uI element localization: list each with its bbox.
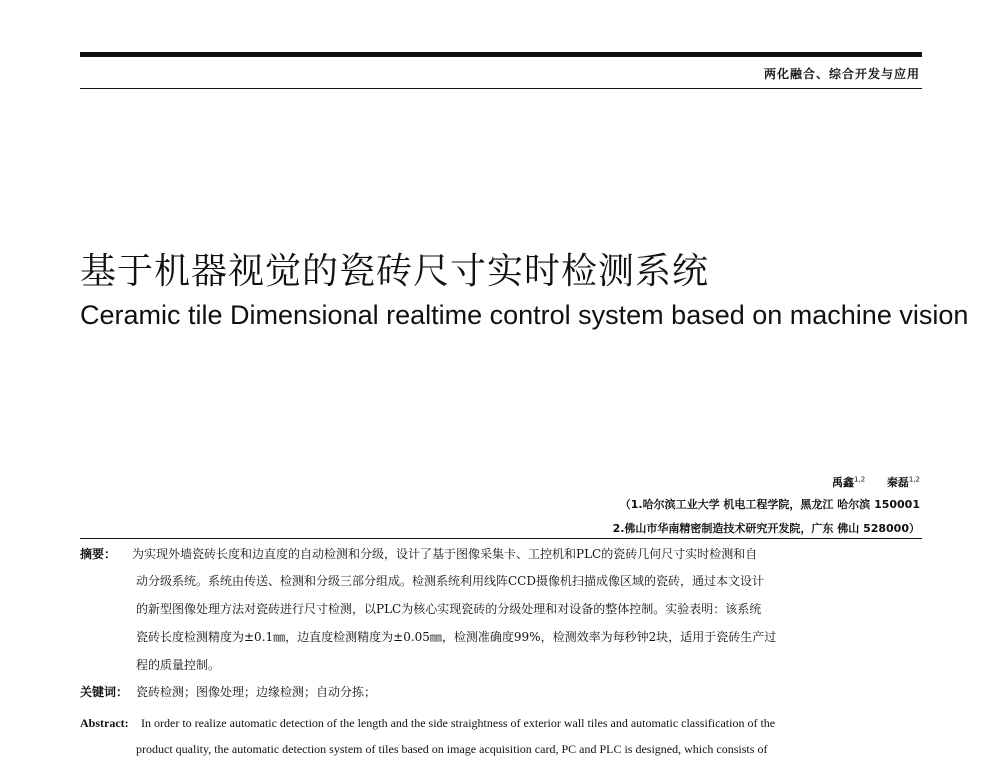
section-tag: 两化融合、综合开发与应用	[763, 67, 920, 81]
abstract-zh-line: 瓷砖长度检测精度为±0.1㎜，边直度检测精度为±0.05㎜，检测准确度99%，检测效率为每秒钟2块，适用于瓷砖生产过	[136, 630, 777, 644]
author-affiliation-mark: 1,2	[908, 475, 920, 484]
abstract-en-line: In order to realize automatic detection of the length and the side straightness of exterior wall tiles and automatic classification of the	[141, 716, 776, 730]
abstract-en-line: product quality, the automatic detection system of tiles based on image acquisition card, PC and PLC is designed, which consists of	[136, 742, 768, 756]
affiliation-1: （1.哈尔滨工业大学 机电工程学院，黑龙江 哈尔滨 150001	[619, 498, 920, 511]
affiliation-rule	[80, 538, 922, 539]
author-list	[832, 474, 920, 490]
abstract-zh-line: 的新型图像处理方法对瓷砖进行尺寸检测，以PLC为核心实现瓷砖的分级处理和对设备的整体控制。实验表明：该系统	[136, 602, 762, 616]
abstract-zh-line: 程的质量控制。	[136, 658, 221, 672]
title-chinese: 基于机器视觉的瓷砖尺寸实时检测系统	[80, 251, 710, 292]
abstract-en-label: Abstract:	[80, 716, 129, 730]
header-rule-thin	[80, 88, 922, 89]
abstract-zh-line: 为实现外墙瓷砖长度和边直度的自动检测和分级，设计了基于图像采集卡、工控机和PLC的瓷砖几何尺寸实时检测和自	[132, 547, 758, 561]
keywords-label: 关键词：	[80, 685, 129, 699]
header-rule-thick	[80, 52, 922, 57]
author-affiliation-mark: 1,2	[854, 475, 866, 484]
keywords-text: 瓷砖检测；图像处理；边缘检测；自动分拣；	[136, 685, 377, 699]
title-english: Ceramic tile Dimensional realtime control system based on machine vision	[80, 300, 969, 330]
author-name: 秦磊	[886, 476, 909, 489]
author-name: 禹鑫	[832, 476, 855, 489]
abstract-zh-line: 动分级系统。系统由传送、检测和分级三部分组成。检测系统利用线阵CCD摄像机扫描成像区域的瓷砖，通过本文设计	[136, 574, 764, 588]
affiliation-2: 2.佛山市华南精密制造技术研究开发院，广东 佛山 528000）	[612, 522, 920, 535]
abstract-zh-label: 摘要：	[80, 547, 117, 561]
